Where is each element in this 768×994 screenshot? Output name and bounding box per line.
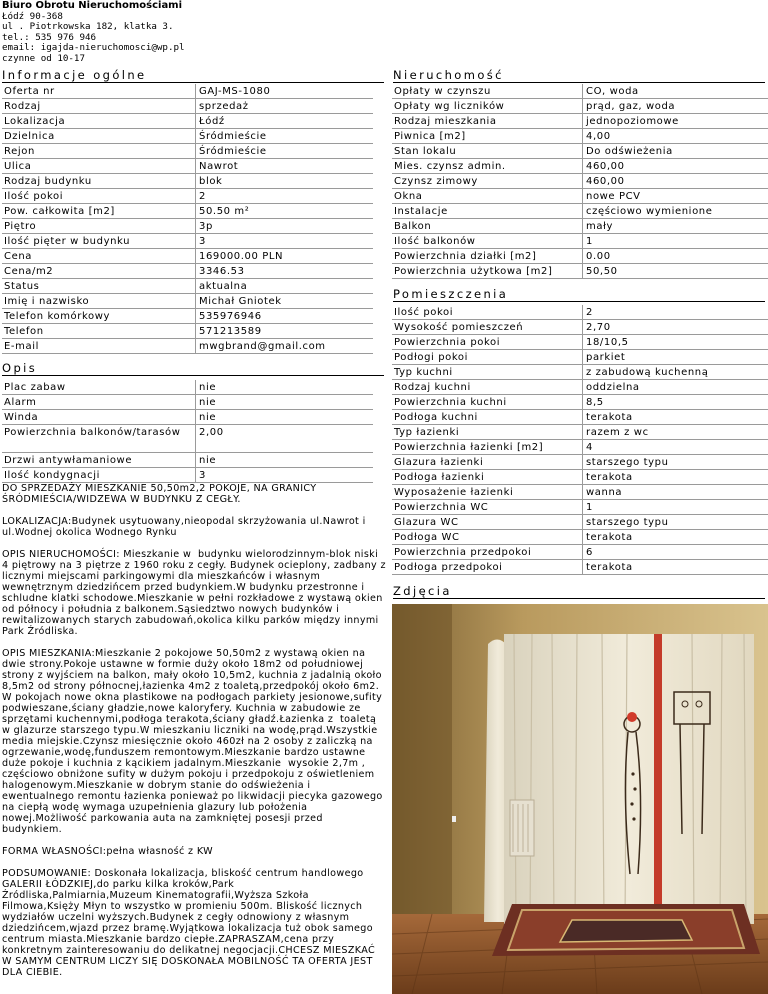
field-label: Status — [4, 281, 40, 292]
rooms-row-powierzchnia-pokoi — [392, 335, 768, 350]
field-label: Glazura WC — [394, 517, 459, 528]
field-label: Rodzaj mieszkania — [394, 116, 497, 127]
general-row-pietro — [2, 219, 373, 234]
section-general-title: Informacje ogólne — [2, 68, 384, 83]
field-value: sprzedaż — [195, 99, 373, 113]
field-label: Podłoga kuchni — [394, 412, 478, 423]
field-label: Rodzaj — [4, 101, 41, 112]
rooms-row-podloga-wc — [392, 530, 768, 545]
rooms-row-wyposazenie-lazienki — [392, 485, 768, 500]
general-row-ulica — [2, 159, 373, 174]
rooms-row-powierzchnia-kuchni — [392, 395, 768, 410]
general-row-e-mail — [2, 339, 373, 354]
field-label: Mies. czynsz admin. — [394, 161, 506, 172]
field-value: 8,5 — [582, 395, 768, 409]
property-row-powierzchnia-uzytkowa-m2 — [392, 264, 768, 279]
field-value: starszego typu — [582, 515, 768, 529]
field-value: 6 — [582, 545, 768, 559]
desc-location: LOKALIZACJA:Budynek usytuowany,nieopodal skrzyżowania ul.Nawrot i ul.Wodnej okolica Wodnego Rynku — [2, 516, 369, 538]
field-value: Śródmieście — [195, 129, 373, 143]
rooms-row-powierzchnia-lazienki-m2 — [392, 440, 768, 455]
field-label: Telefon — [4, 326, 44, 337]
field-label: Podłoga WC — [394, 532, 460, 543]
general-row-cena — [2, 249, 373, 264]
field-value: parkiet — [582, 350, 768, 364]
field-label: Rodzaj budynku — [4, 176, 92, 187]
general-row-rodzaj — [2, 99, 373, 114]
description-text — [2, 483, 390, 989]
property-row-okna — [392, 189, 768, 204]
field-label: Ilość balkonów — [394, 236, 476, 247]
field-value: 50.50 m² — [195, 204, 373, 218]
section-photos-title: Zdjęcia — [393, 584, 765, 599]
field-label: Powierzchnia WC — [394, 502, 489, 513]
property-table — [392, 84, 768, 279]
field-value: jednopoziomowe — [582, 114, 768, 128]
field-value: 460,00 — [582, 174, 768, 188]
field-label: Alarm — [4, 397, 37, 408]
field-label: Podłoga przedpokoi — [394, 562, 503, 573]
rooms-row-podlogi-pokoi — [392, 350, 768, 365]
rooms-row-rodzaj-kuchni — [392, 380, 768, 395]
field-value: 3 — [195, 234, 373, 248]
field-value[interactable]: mwgbrand@gmail.com — [195, 339, 373, 353]
agency-hours: czynne od 10-17 — [2, 52, 85, 64]
field-value: nie — [195, 380, 373, 394]
general-row-rejon — [2, 144, 373, 159]
property-row-oplaty-wg-licznikow — [392, 99, 768, 114]
features-table — [2, 380, 373, 483]
field-value: 0.00 — [582, 249, 768, 263]
section-description-title: Opis — [2, 361, 384, 376]
property-row-mies-czynsz-admin — [392, 159, 768, 174]
field-value: CO, woda — [582, 84, 768, 98]
field-value: 3346.53 — [195, 264, 373, 278]
general-row-telefon-komorkowy — [2, 309, 373, 324]
field-label: Rejon — [4, 146, 35, 157]
agency-name: Biuro Obrotu Nieruchomościami — [2, 0, 183, 11]
field-label: Balkon — [394, 221, 432, 232]
field-label: Telefon komórkowy — [4, 311, 111, 322]
field-value: nie — [195, 453, 373, 467]
field-label: Stan lokalu — [394, 146, 457, 157]
field-label: Glazura łazienki — [394, 457, 484, 468]
field-label: E-mail — [4, 341, 39, 352]
field-label: Powierzchnia użytkowa [m2] — [394, 266, 553, 277]
rooms-row-typ-lazienki — [392, 425, 768, 440]
field-value: 2 — [195, 189, 373, 203]
field-value: Łódź — [195, 114, 373, 128]
agency-phone: tel.: 535 976 946 — [2, 31, 97, 43]
field-value: mały — [582, 219, 768, 233]
general-row-dzielnica — [2, 129, 373, 144]
field-label: Typ kuchni — [394, 367, 453, 378]
field-label: Rodzaj kuchni — [394, 382, 471, 393]
opis-row-powierzchnia-balkonow-tarasow — [2, 425, 373, 453]
general-info-table — [2, 84, 373, 354]
field-label: Powierzchnia przedpokoi — [394, 547, 532, 558]
opis-row-ilosc-kondygnacji — [2, 468, 373, 483]
property-row-balkon — [392, 219, 768, 234]
rooms-row-typ-kuchni — [392, 365, 768, 380]
section-rooms-title: Pomieszczenia — [393, 287, 765, 302]
field-value: 3p — [195, 219, 373, 233]
property-row-stan-lokalu — [392, 144, 768, 159]
field-value: 4,00 — [582, 129, 768, 143]
field-value: terakota — [582, 410, 768, 424]
general-row-ilosc-pieter-w-budynku — [2, 234, 373, 249]
field-label: Podłogi pokoi — [394, 352, 469, 363]
property-row-rodzaj-mieszkania — [392, 114, 768, 129]
field-value: prąd, gaz, woda — [582, 99, 768, 113]
field-value: 1 — [582, 234, 768, 248]
agency-address: ul . Piotrkowska 182, klatka 3. — [2, 21, 174, 33]
general-row-telefon — [2, 324, 373, 339]
field-value: 4 — [582, 440, 768, 454]
field-value: Do odświeżenia — [582, 144, 768, 158]
field-value: 2,70 — [582, 320, 768, 334]
property-row-piwnica-m2 — [392, 129, 768, 144]
field-value: starszego typu — [582, 455, 768, 469]
field-value: 535976946 — [195, 309, 373, 323]
agency-email: email: igajda-nieruchomosci@wp.pl — [2, 42, 185, 54]
field-label: Dzielnica — [4, 131, 55, 142]
rooms-row-podloga-lazienki — [392, 470, 768, 485]
field-label: Plac zabaw — [4, 382, 66, 393]
field-label: Wyposażenie łazienki — [394, 487, 514, 498]
desc-property: OPIS NIERUCHOMOŚCI: Mieszkanie w budynku wielorodzinnym-blok niski 4 piętrowy na 3 piętrze z 1960 roku z cegły. Budynek ocieplony, zadbany z licznymi miejscami parkingowymi dla mieszkańców i własnym wewnętrznym dziedzińcem przed budynkiem.W budynku przestronne i schludne klatki schodowe.Mieszkanie w pełni rozkładowe z wystawą okien od północy i południa z balkonem.Sąsiedztwo nowych budynków i rewitalizowanych starych zabudowań,okolica kilku parków między innymi Park Źródliska. — [2, 549, 390, 637]
field-value: częściowo wymienione — [582, 204, 768, 218]
field-value: 571213589 — [195, 324, 373, 338]
field-label: Pow. całkowita [m2] — [4, 206, 115, 217]
apartment-photo — [392, 604, 768, 994]
field-value: Nawrot — [195, 159, 373, 173]
general-row-lokalizacja — [2, 114, 373, 129]
desc-apartment: OPIS MIESZKANIA:Mieszkanie 2 pokojowe 50,50m2 z wystawą okien na dwie strony.Pokoje ustawne w formie duży około 18m2 od południowej strony z wyjściem na balkon, mały około 10,5m2, kuchnia z jadalnią około 8,5m2 od strony północnej,łazienka 4m2 z toaletą,przedpokój około 6m2. W pokojach nowe okna plastikowe na podłogach parkiety jesionowe,sufity podwieszane,ściany gładzie,nowe kaloryfery. Kuchnia w zabudowie ze sprzętami kuchennymi,podłoga terakota,ściany gładź.Łazienka z toaletą w glazurze starszego typu.W mieszkaniu liczniki na wodę,prąd.Wszystkie media miejskie.Czynsz miesięcznie około 460zł na 2 osoby z zaliczką na ogrzewanie,wodę,funduszem remontowym.Mieszkanie bardzo ustawne duże pokoje i kuchnia z kącikiem jadalnym.Mieszkanie wysokie 2,7m , częściowo obniżone sufity w dużym pokoju i przedpokoju z oświetleniem halogenowym.Mieszkanie w dobrym stanie do odświeżenia i ewentualnego remontu łazienka ponieważ po likwidacji piecyka gazowego na ciepłą wodę wymaga uzupełnienia glazury lub położenia nowej.Możliwość parkowania auta na zamkniętej posesji przed budynkiem. — [2, 648, 387, 835]
field-label: Cena/m2 — [4, 266, 54, 277]
field-label: Powierzchnia działki [m2] — [394, 251, 537, 262]
general-row-cena-m2 — [2, 264, 373, 279]
property-row-instalacje — [392, 204, 768, 219]
field-value: aktualna — [195, 279, 373, 293]
property-row-powierzchnia-dzialki-m2 — [392, 249, 768, 264]
general-row-rodzaj-budynku — [2, 174, 373, 189]
field-label: Winda — [4, 412, 39, 423]
rooms-row-podloga-kuchni — [392, 410, 768, 425]
field-value: Michał Gniotek — [195, 294, 373, 308]
property-row-oplaty-w-czynszu — [392, 84, 768, 99]
field-label: Opłaty w czynszu — [394, 86, 491, 97]
field-label: Powierzchnia łazienki [m2] — [394, 442, 544, 453]
field-value: razem z wc — [582, 425, 768, 439]
field-label: Podłoga łazienki — [394, 472, 485, 483]
desc-summary: PODSUMOWANIE: Doskonała lokalizacja, bliskość centrum handlowego GALERII ŁÓDZKIEJ,do parku kilka kroków,Park Źródliska,Palmiarnia,Muzeum Kinematografii,Wyższa Szkoła Filmowa,Księży Młyn to wszystko w promieniu 500m. Bliskość licznych wydziałów uczelni wyższych.Budynek z cegły odnowiony z własnym dziedzińcem,wjazd przez bramę.Wyjątkowa lokalizacja tuż obok samego centrum miasta.Mieszkanie bardzo ciepłe.ZAPRASZAM,cena przy konkretnym zainteresowaniu do delikatnej negocjacji.CHCESZ MIESZKAĆ W SAMYM CENTRUM LICZY SIĘ DOSKONAŁA MOBILNOŚĆ TA OFERTA JEST DLA CIEBIE. — [2, 868, 379, 978]
field-value: 2,00 — [195, 425, 373, 452]
field-label: Okna — [394, 191, 423, 202]
room-photo-illustration — [392, 604, 768, 994]
field-label: Instalacje — [394, 206, 448, 217]
opis-row-alarm — [2, 395, 373, 410]
field-label: Ilość pokoi — [4, 191, 64, 202]
field-value: 1 — [582, 500, 768, 514]
field-value: 460,00 — [582, 159, 768, 173]
field-value: nie — [195, 410, 373, 424]
rooms-row-glazura-wc — [392, 515, 768, 530]
desc-intro: DO SPRZEDAŻY MIESZKANIE 50,50m2,2 POKOJE, NA GRANICY ŚRÓDMIEŚCIA/WIDZEWA W BUDYNKU Z CEGŁY. — [2, 483, 320, 505]
field-label: Ulica — [4, 161, 32, 172]
field-label: Cena — [4, 251, 33, 262]
desc-ownership: FORMA WŁASNOŚCI:pełna własność z KW — [2, 846, 213, 857]
field-value: wanna — [582, 485, 768, 499]
field-value: nowe PCV — [582, 189, 768, 203]
field-value: terakota — [582, 530, 768, 544]
rooms-row-ilosc-pokoi — [392, 305, 768, 320]
section-property-title: Nieruchomość — [393, 68, 765, 83]
field-value: 3 — [195, 468, 373, 482]
field-label: Powierzchnia kuchni — [394, 397, 507, 408]
field-label: Ilość kondygnacji — [4, 470, 100, 481]
field-label: Imię i nazwisko — [4, 296, 90, 307]
field-value: GAJ-MS-1080 — [195, 84, 373, 98]
opis-row-winda — [2, 410, 373, 425]
agency-city: Łódź 90-368 — [2, 10, 63, 22]
field-label: Ilość pokoi — [394, 307, 454, 318]
field-value: 50,50 — [582, 264, 768, 278]
field-value: Śródmieście — [195, 144, 373, 158]
general-row-oferta-nr — [2, 84, 373, 99]
field-value: blok — [195, 174, 373, 188]
field-label: Lokalizacja — [4, 116, 66, 127]
field-label: Oferta nr — [4, 86, 55, 97]
field-label: Drzwi antywłamaniowe — [4, 455, 133, 466]
field-value: nie — [195, 395, 373, 409]
general-row-ilosc-pokoi — [2, 189, 373, 204]
field-label: Opłaty wg liczników — [394, 101, 505, 112]
field-value: 169000.00 PLN — [195, 249, 373, 263]
field-value: terakota — [582, 560, 768, 574]
field-label: Powierzchnia pokoi — [394, 337, 501, 348]
field-label: Ilość pięter w budynku — [4, 236, 131, 247]
field-label: Typ łazienki — [394, 427, 460, 438]
field-value: oddzielna — [582, 380, 768, 394]
property-row-czynsz-zimowy — [392, 174, 768, 189]
field-value: 18/10,5 — [582, 335, 768, 349]
general-row-pow-calkowita-m2 — [2, 204, 373, 219]
field-label: Powierzchnia balkonów/tarasów — [4, 427, 181, 438]
property-row-ilosc-balkonow — [392, 234, 768, 249]
field-value: terakota — [582, 470, 768, 484]
field-label: Piwnica [m2] — [394, 131, 466, 142]
rooms-row-glazura-lazienki — [392, 455, 768, 470]
general-row-status — [2, 279, 373, 294]
rooms-table — [392, 305, 768, 575]
field-label: Wysokość pomieszczeń — [394, 322, 524, 333]
agency-info — [2, 1, 185, 65]
rooms-row-powierzchnia-przedpokoi — [392, 545, 768, 560]
opis-row-drzwi-antywlamaniowe — [2, 453, 373, 468]
field-label: Piętro — [4, 221, 37, 232]
opis-row-plac-zabaw — [2, 380, 373, 395]
rooms-row-wysokosc-pomieszczen — [392, 320, 768, 335]
rooms-row-powierzchnia-wc — [392, 500, 768, 515]
field-label: Czynsz zimowy — [394, 176, 478, 187]
rooms-row-podloga-przedpokoi — [392, 560, 768, 575]
general-row-imie-i-nazwisko — [2, 294, 373, 309]
field-value: z zabudową kuchenną — [582, 365, 768, 379]
field-value: 2 — [582, 305, 768, 319]
